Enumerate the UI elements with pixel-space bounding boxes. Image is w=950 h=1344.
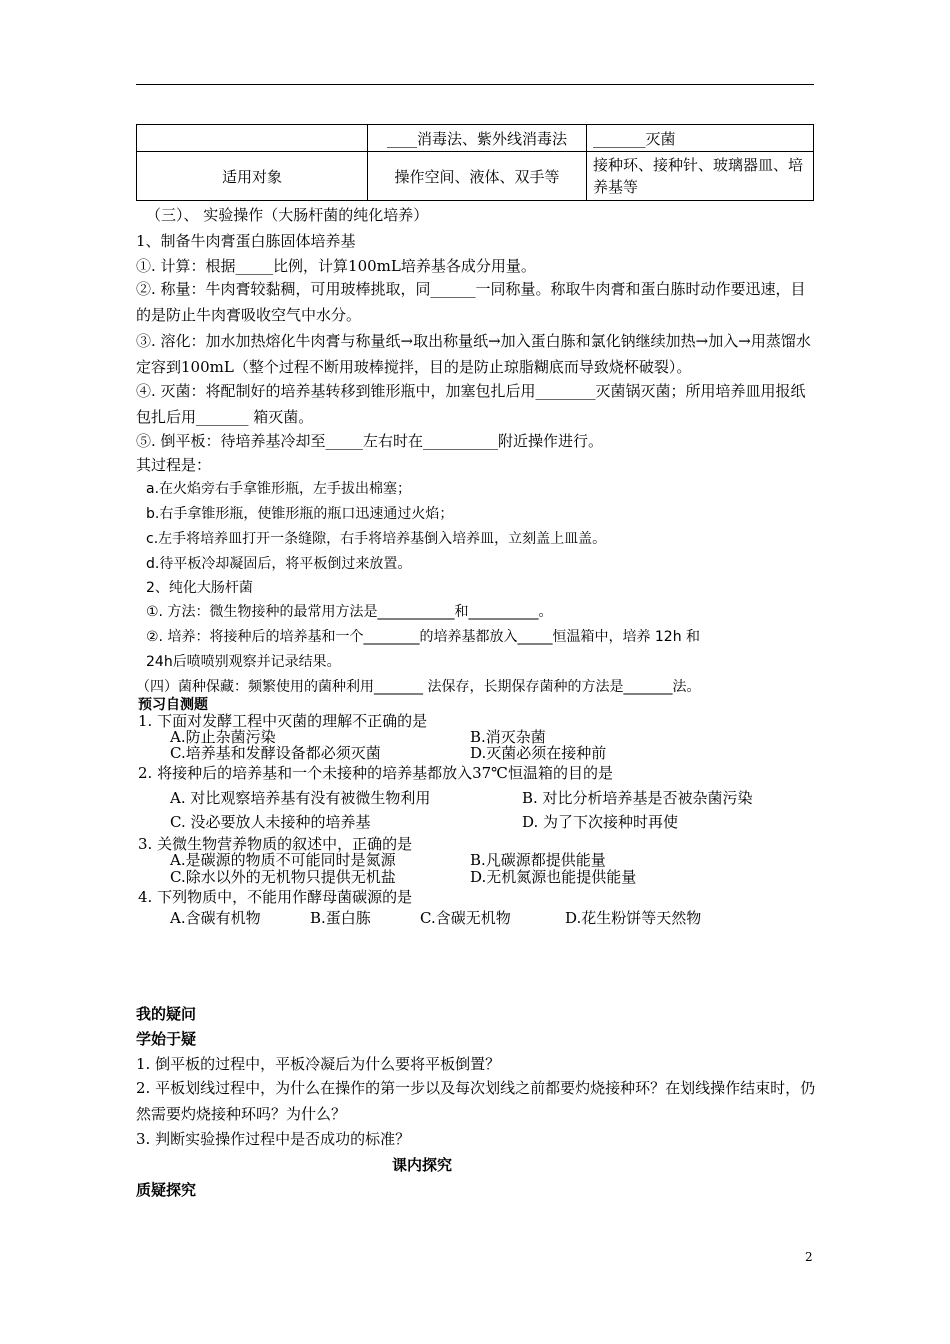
option: D.无机氮源也能提供能量 [470, 868, 637, 886]
questions-subtitle: 学始于疑 [136, 1030, 197, 1048]
option: A.防止杂菌污染 [170, 728, 276, 746]
option: A. 对比观察培养基有没有被微生物利用 [170, 789, 431, 807]
class-explore-heading: 课内探究 [392, 1156, 453, 1174]
table-row [137, 152, 814, 201]
option: C.除水以外的无机物只提供无机盐 [170, 868, 396, 886]
step-pour: ⑤. 倒平板：待培养基冷却至_____左右时在__________附近操作进行。 [136, 432, 604, 450]
method-line: ①. 方法：微生物接种的最常用方法是___________和__________。 [146, 604, 553, 620]
process-step: a.在火焰旁右手拿锥形瓶，左手拔出棉塞； [146, 481, 412, 497]
step-sterilize: ④. 灭菌：将配制好的培养基转移到锥形瓶中，加塞包扎后用________灭菌锅灭菌；所用培养皿用报纸包扎后用_______ 箱灭菌。 [136, 382, 806, 426]
question: 1. 下面对发酵工程中灭菌的理解不正确的是 [138, 712, 428, 730]
selftest-title: 预习自测题 [138, 697, 208, 713]
option: D.花生粉饼等天然物 [565, 909, 702, 927]
culture-line-2: 24h后喷喷别观察并记录结果。 [146, 654, 341, 670]
doubt-item: 2. 平板划线过程中，为什么在操作的第一步以及每次划线之前都要灼烧接种环？在划线操作结束时，仍然需要灼烧接种环吗？为什么？ [136, 1079, 816, 1123]
header-rule [136, 84, 814, 85]
query-explore-heading: 质疑探究 [136, 1181, 197, 1199]
table-row [137, 125, 814, 152]
table-cell: 操作空间、液体、双手等 [368, 152, 587, 201]
option: B.蛋白胨 [310, 909, 371, 927]
questions-title: 我的疑问 [136, 1005, 197, 1023]
question: 3. 关微生物营养物质的叙述中，正确的是 [138, 835, 413, 853]
option: B.消灭杂菌 [470, 728, 546, 746]
option: C.含碳无机物 [420, 909, 511, 927]
step-dissolve: ③. 溶化：加水加热熔化牛肉膏与称量纸→取出称量纸→加入蛋白胨和氯化钠继续加热→加入→用蒸馏水定容到100mL（整个过程不断用玻棒搅拌，目的是防止琼脂糊底而导致烧杯破裂）。 [136, 332, 811, 376]
doubt-item: 1. 倒平板的过程中，平板冷凝后为什么要将平板倒置？ [136, 1055, 501, 1073]
option: C.培养基和发酵设备都必须灭菌 [170, 744, 381, 762]
page-number: 2 [805, 1250, 813, 1264]
step-calc: ①. 计算：根据_____比例，计算100mL培养基各成分用量。 [136, 257, 536, 275]
option: C. 没必要放人未接种的培养基 [170, 813, 371, 831]
option: A.是碳源的物质不可能同时是氮源 [170, 851, 396, 869]
question: 2. 将接种后的培养基和一个未接种的培养基都放入37℃恒温箱的目的是 [138, 764, 613, 782]
section4: （四）菌种保藏：频繁使用的菌种利用_______ 法保存，长期保存菌种的方法是_______法。 [136, 679, 701, 695]
sub2: 2、纯化大肠杆菌 [146, 580, 253, 596]
table-cell: ____消毒法、紫外线消毒法 [368, 125, 587, 152]
table-cell: _______灭菌 [587, 125, 814, 152]
option: D. 为了下次接种时再使 [522, 813, 679, 831]
process-step: b.右手拿锥形瓶，使锥形瓶的瓶口迅速通过火焰； [146, 506, 454, 522]
sub1: 1、制备牛肉膏蛋白胨固体培养基 [136, 232, 356, 250]
section3-title: （三）、 实验操作（大肠杆菌的纯化培养） [146, 206, 429, 224]
option: B. 对比分析培养基是否被杂菌污染 [522, 789, 753, 807]
question: 4. 下列物质中，不能用作酵母菌碳源的是 [138, 888, 413, 906]
option: A.含碳有机物 [170, 909, 261, 927]
option: D.灭菌必须在接种前 [470, 744, 607, 762]
step-weigh: ②. 称量：牛肉膏较黏稠，可用玻棒挑取，同______一同称量。称取牛肉膏和蛋白胨时动作要迅速，目的是防止牛肉膏吸收空气中水分。 [136, 280, 806, 324]
option: B.凡碳源都提供能量 [470, 851, 606, 869]
sterilization-table [136, 124, 814, 201]
culture-line: ②. 培养：将接种后的培养基和一个________的培养基都放入_____恒温箱中，培养 12h 和 [146, 629, 701, 645]
process-step: c.左手将培养皿打开一条缝隙，右手将培养基倒入培养皿，立刻盖上皿盖。 [146, 531, 607, 547]
doubt-item: 3. 判断实验操作过程中是否成功的标准？ [136, 1130, 411, 1148]
process-step: d.待平板冷却凝固后，将平板倒过来放置。 [146, 556, 412, 572]
table-cell [137, 125, 368, 152]
table-cell: 接种环、接种针、玻璃器皿、培养基等 [587, 152, 814, 201]
table-cell: 适用对象 [137, 152, 368, 201]
process-label: 其过程是： [136, 456, 212, 474]
